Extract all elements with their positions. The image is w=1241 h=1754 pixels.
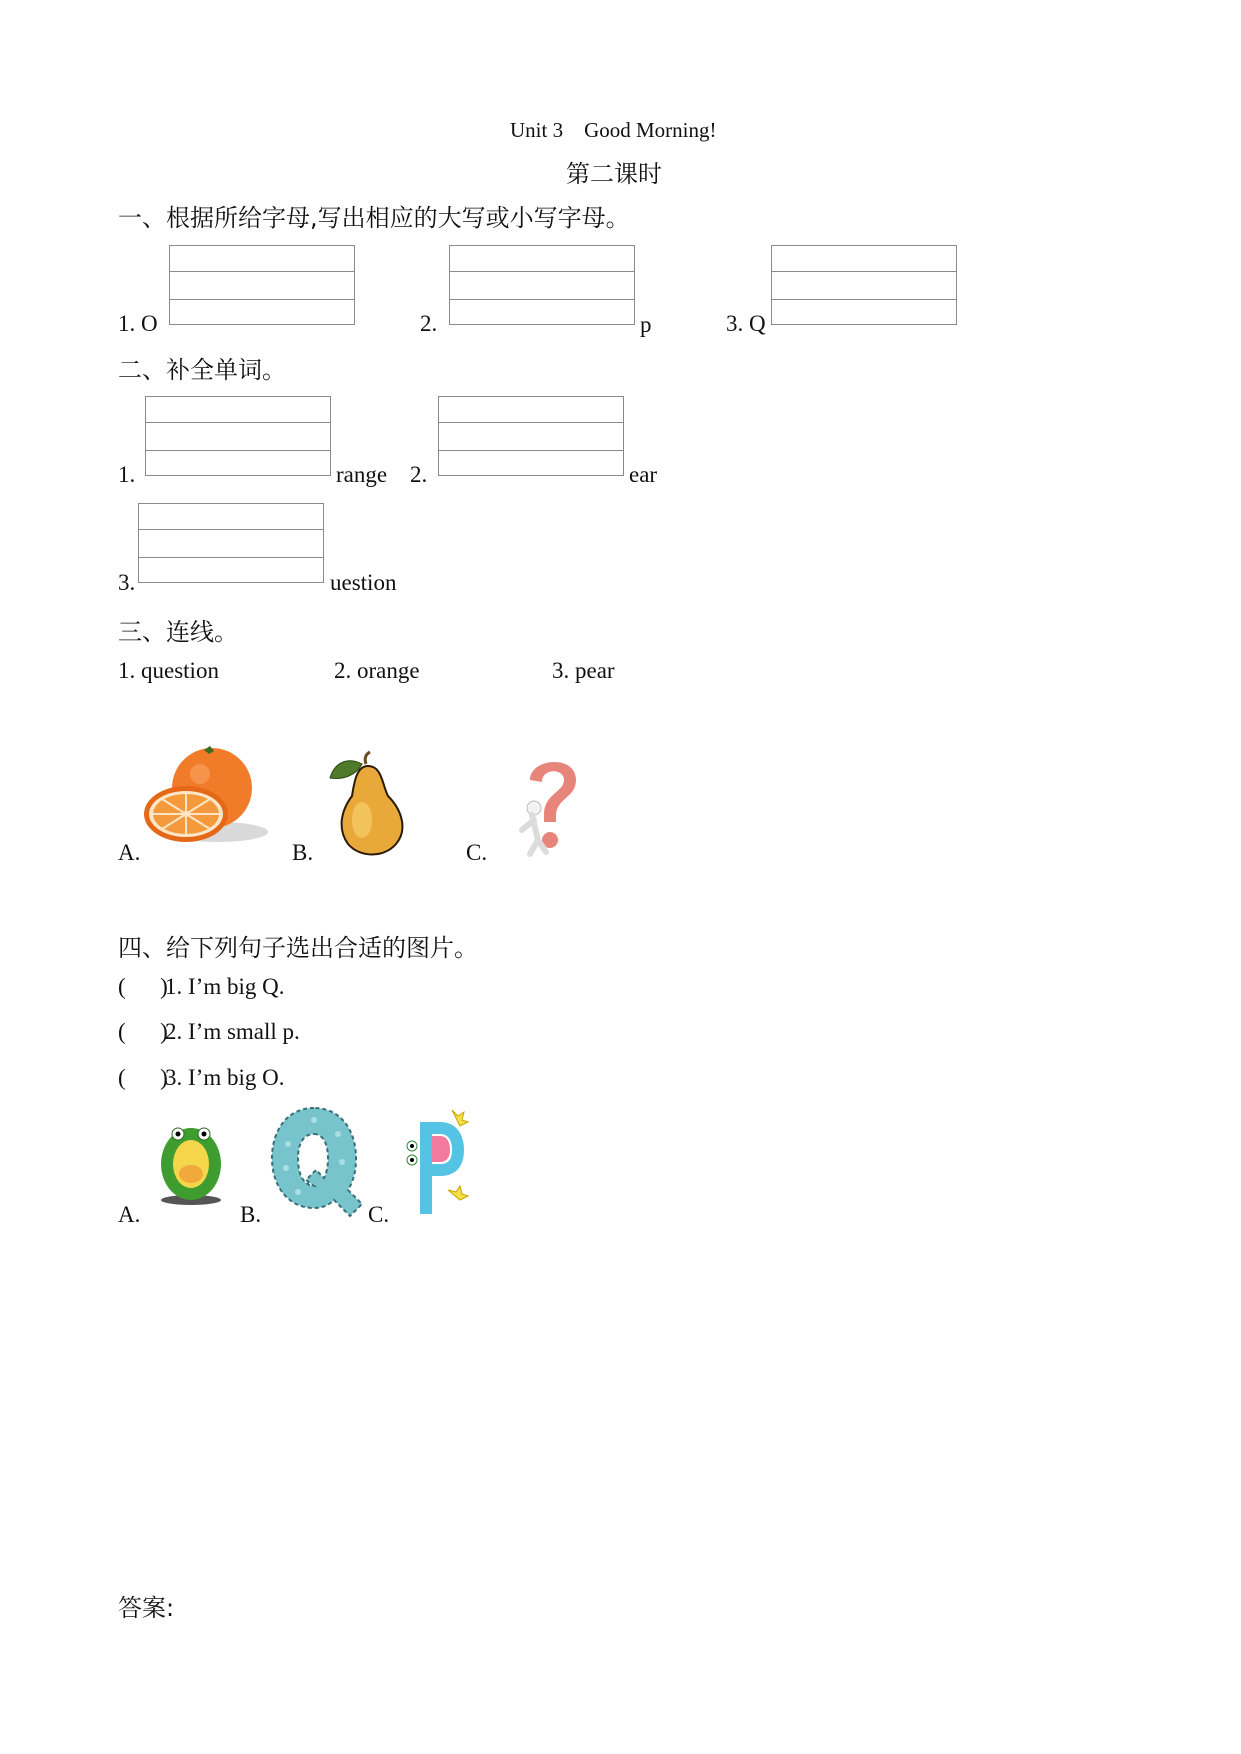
s4-option-a-label: A. (118, 1202, 141, 1227)
s3-option-a-label: A. (118, 840, 141, 865)
s3-word-1: 1. question (118, 658, 219, 683)
letter-q-icon (268, 1104, 364, 1220)
pear-icon (326, 750, 412, 858)
s4-sentence-3: 3. I’m big O. (165, 1065, 285, 1090)
s2-writing-grid-3[interactable] (138, 503, 324, 583)
page-title: Unit 3 Good Morning! (510, 118, 717, 142)
s2-item-1-number: 1. (118, 462, 136, 487)
s1-item-2-letter: p (640, 312, 652, 337)
answer-label: 答案: (118, 1594, 175, 1622)
s1-writing-grid-1[interactable] (169, 245, 355, 325)
s3-option-b-label: B. (292, 840, 314, 865)
s2-item-3-number: 3. (118, 570, 136, 595)
s4-option-c-label: C. (368, 1202, 390, 1227)
s4-answer-blank-3[interactable]: ( ) (118, 1065, 168, 1090)
s3-word-3: 3. pear (552, 658, 615, 683)
question-mark-icon (508, 748, 588, 858)
s3-word-2: 2. orange (334, 658, 420, 683)
s1-item-3-number: 3. Q (726, 311, 766, 336)
s4-answer-blank-2[interactable]: ( ) (118, 1019, 168, 1044)
s1-item-1-number: 1. O (118, 311, 158, 336)
s1-writing-grid-3[interactable] (771, 245, 957, 325)
section-2-heading: 二、补全单词。 (118, 356, 286, 384)
s2-writing-grid-2[interactable] (438, 396, 624, 476)
letter-p-icon (400, 1106, 470, 1222)
s4-sentence-2: 2. I’m small p. (165, 1019, 300, 1044)
lesson-subtitle: 第二课时 (566, 160, 662, 188)
section-4-heading: 四、给下列句子选出合适的图片。 (118, 934, 478, 962)
section-3-heading: 三、连线。 (118, 618, 238, 646)
s1-item-2-number: 2. (420, 311, 438, 336)
s2-writing-grid-1[interactable] (145, 396, 331, 476)
s2-item-3-suffix: uestion (330, 570, 397, 595)
s2-item-2-number: 2. (410, 462, 428, 487)
s4-sentence-1: 1. I’m big Q. (165, 974, 285, 999)
orange-icon (142, 742, 272, 852)
s2-item-1-suffix: range (336, 462, 388, 487)
s3-option-c-label: C. (466, 840, 488, 865)
section-1-heading: 一、根据所给字母,写出相应的大写或小写字母。 (118, 204, 630, 232)
s4-answer-blank-1[interactable]: ( ) (118, 974, 168, 999)
s2-item-2-suffix: ear (629, 462, 658, 487)
letter-o-icon (156, 1122, 226, 1206)
s4-option-b-label: B. (240, 1202, 262, 1227)
s1-writing-grid-2[interactable] (449, 245, 635, 325)
